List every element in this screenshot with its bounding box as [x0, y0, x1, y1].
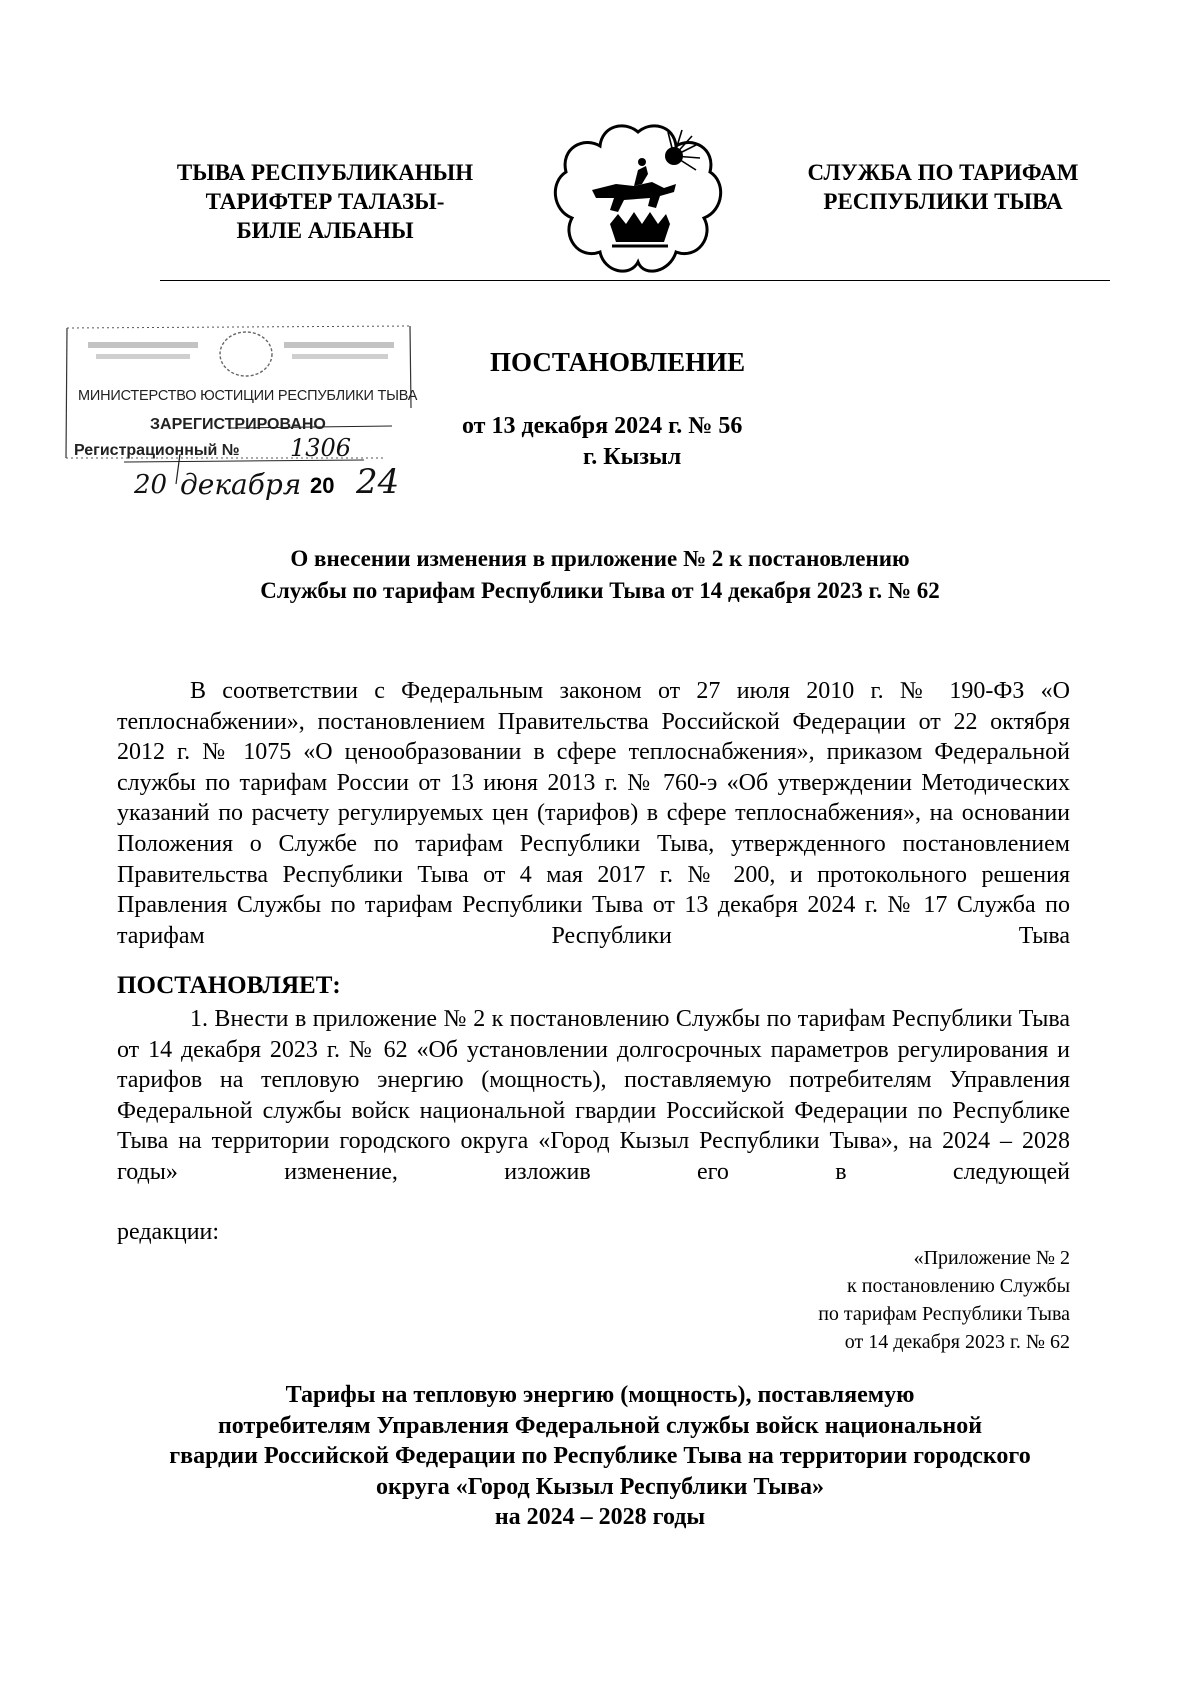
- decree-word: ПОСТАНОВЛЯЕТ:: [117, 972, 341, 999]
- header-left-line: БИЛЕ АЛБАНЫ: [236, 218, 414, 243]
- tariffs-heading-line: Тарифы на тепловую энергию (мощность), поставляемую: [285, 1382, 915, 1408]
- stamp-day: 20: [134, 470, 168, 500]
- header-divider: [160, 280, 1110, 281]
- attachment-line: по тарифам Республики Тыва: [818, 1303, 1070, 1325]
- stamp-ministry: МИНИСТЕРСТВО ЮСТИЦИИ РЕСПУБЛИКИ ТЫВА: [78, 388, 418, 404]
- tariffs-heading-line: гвардии Российской Федерации по Республике Тыва на территории городского: [169, 1443, 1031, 1469]
- stamp-year-suffix: 24: [356, 462, 400, 502]
- coat-of-arms-icon: [552, 118, 724, 280]
- stamp-reg-label: Регистрационный №: [74, 442, 240, 459]
- registration-stamp: [64, 318, 446, 523]
- subject-line: Службы по тарифам Республики Тыва от 14 декабря 2023 г. № 62: [260, 578, 940, 603]
- header-left-title: [160, 158, 490, 245]
- document-city: г. Кызыл: [583, 444, 682, 470]
- preamble-paragraph: В соответствии с Федеральным законом от 27 июля 2010 г. № 190-ФЗ «О теплоснабжении», постановлением Правительства Российской Федерации от 22 октября 2012 г. № 1075 «О ценообразовании в сфере теплоснабжения», приказом Федеральной службы по тарифам России от 13 июня 2013 г. № 760-э «Об утверждении Методических указаний по расчету регулируемых цен (тарифов) в сфере теплоснабжения», на основании Положения о Службе по тарифам Республики Тыва, утвержденного постановлением Правительства Республики Тыва от 4 мая 2017 г. № 200, и протокольного решения Правления Службы по тарифам Республики Тыва от 13 декабря 2024 г. № 17 Служба по тарифам Республики Тыва: [117, 678, 1070, 949]
- document-date-number: от 13 декабря 2024 г. № 56: [462, 413, 743, 439]
- tariffs-heading-line: потребителям Управления Федеральной службы войск национальной: [217, 1412, 983, 1439]
- subject-line: О внесении изменения в приложение № 2 к постановлению: [290, 546, 910, 571]
- header-left-line: ТАРИФТЕР ТАЛАЗЫ-: [205, 189, 445, 214]
- item-1-paragraph-end: редакции:: [117, 1219, 220, 1245]
- item-1-paragraph: 1. Внести в приложение № 2 к постановлению Службы по тарифам Республики Тыва от 14 декабря 2023 г. № 62 «Об установлении долгосрочных параметров регулирования и тарифов на тепловую энергию (мощность), поставляемую потребителям Управления Федеральной службы войск национальной гвардии Российской Федерации по Республике Тыва на территории городского округа «Город Кызыл Республики Тыва», на 2024 – 2028 годы» изменение, изложив его в следующей: [117, 1006, 1070, 1185]
- attachment-line: от 14 декабря 2023 г. № 62: [844, 1331, 1070, 1353]
- tariffs-heading-line: на 2024 – 2028 годы: [494, 1504, 706, 1530]
- document-type: ПОСТАНОВЛЕНИЕ: [490, 347, 746, 377]
- header-right-title: [778, 158, 1108, 216]
- header-left-line: ТЫВА РЕСПУБЛИКАНЫН: [176, 160, 474, 185]
- attachment-note: [700, 1244, 1070, 1356]
- attachment-line: к постановлению Службы: [847, 1275, 1070, 1297]
- stamp-month: декабря: [180, 468, 302, 501]
- attachment-line: «Приложение № 2: [913, 1247, 1070, 1269]
- tariffs-heading: [100, 1380, 1100, 1533]
- stamp-registered: ЗАРЕГИСТРИРОВАНО: [150, 416, 326, 433]
- document-subject: [140, 543, 1060, 607]
- stamp-reg-number: 1306: [290, 434, 352, 462]
- header-right-line: РЕСПУБЛИКИ ТЫВА: [823, 189, 1063, 214]
- header-right-line: СЛУЖБА ПО ТАРИФАМ: [807, 160, 1079, 185]
- stamp-year-prefix: 20: [310, 473, 335, 498]
- tariffs-heading-line: округа «Город Кызыл Республики Тыва»: [375, 1473, 825, 1500]
